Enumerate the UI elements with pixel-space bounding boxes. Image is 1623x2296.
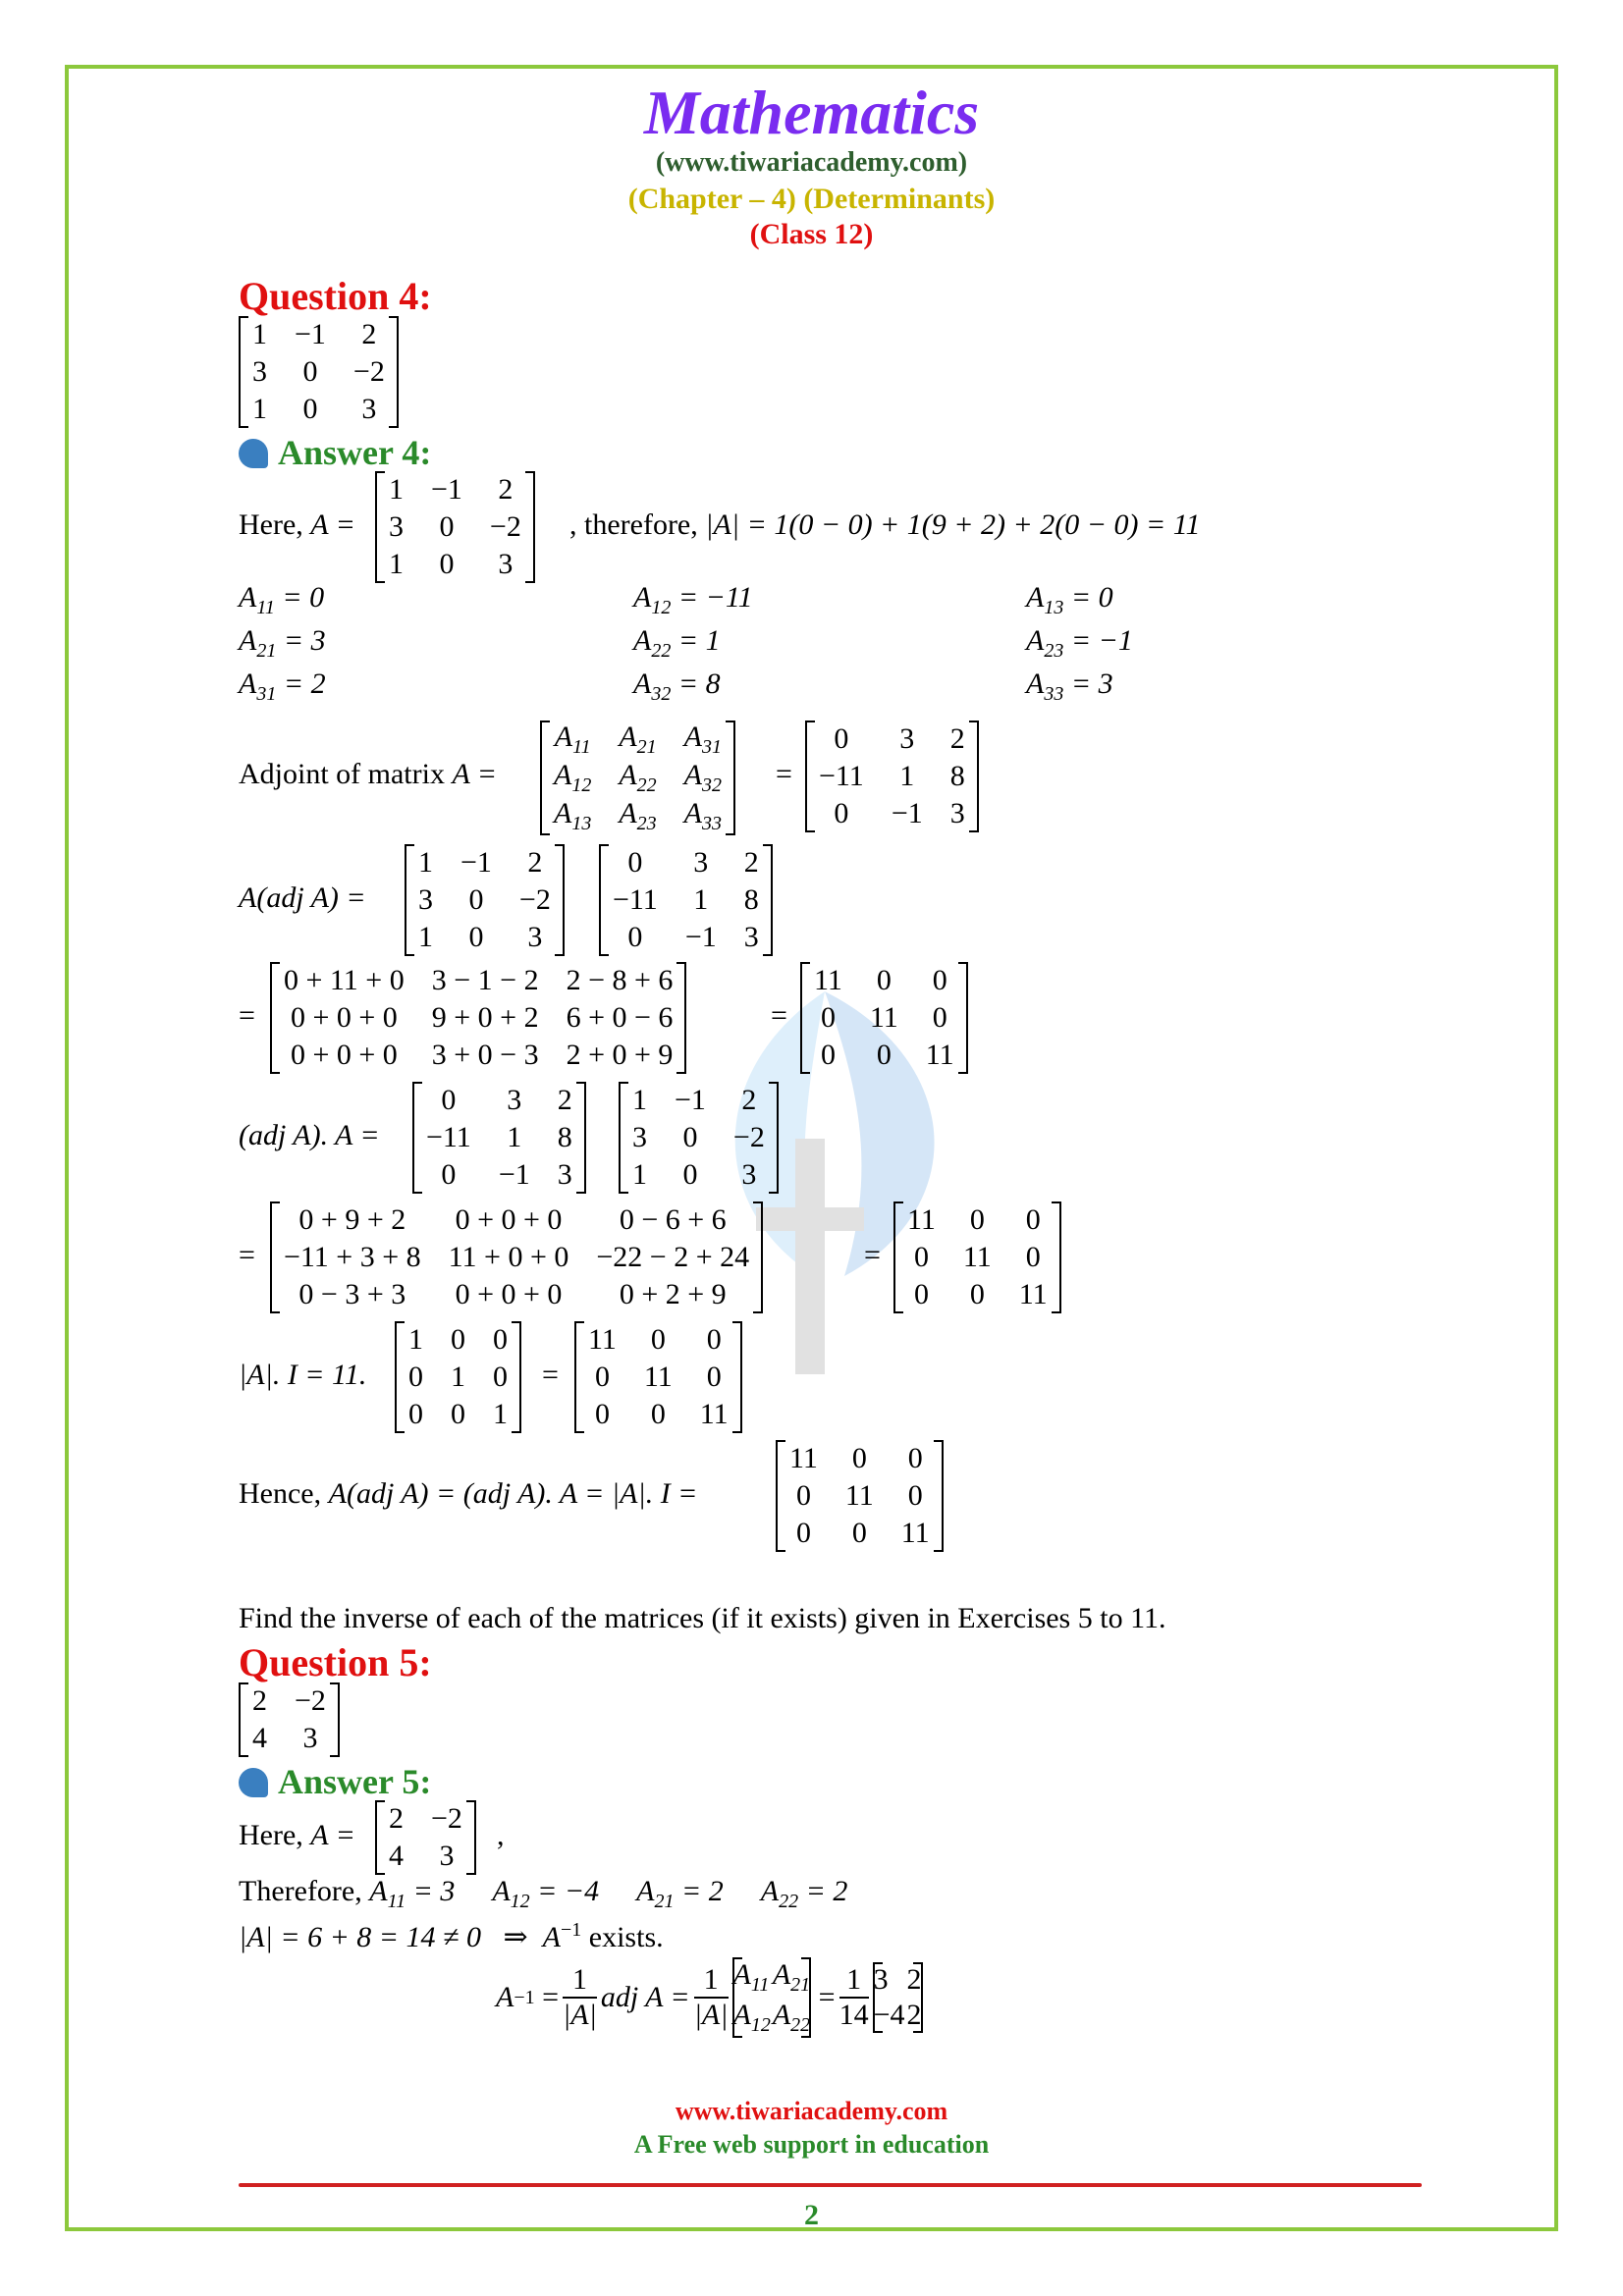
matrix-cell: 3 xyxy=(557,1158,572,1191)
matrix-cell: 3 xyxy=(527,921,543,953)
matrix-cell: 2 xyxy=(906,1963,922,1996)
matrix-cell: 9 + 0 + 2 xyxy=(431,1001,539,1034)
matrix-cell: 3 − 1 − 2 xyxy=(431,964,539,996)
cofactor-value: $A_{12} = -11$ xyxy=(633,581,753,618)
matrix-cell: $A_{22}$ xyxy=(772,1999,811,2036)
inverse-formula: A −1 = $\frac{1}{|A|}$ adj A = $\frac{1}{|A|}$ $A_{11}$ $A_{21}$ $A_{12}$ $A_{22}$ = $\frac{1}{14}$ 3 2 −4 2 xyxy=(496,1958,922,2036)
matrix-cell: −1 xyxy=(891,797,923,829)
exercise-intro: Find the inverse of each of the matrices (if it exists) given in Exercises 5 to 11. xyxy=(239,1602,1166,1634)
matrix-cell: 11 xyxy=(907,1203,936,1236)
matrix-cell: 0 xyxy=(913,1278,929,1310)
matrix-cell: $A_{12}$ xyxy=(732,1999,771,2036)
header-site[interactable]: (www.tiwariacademy.com) xyxy=(655,147,968,178)
A-matrix-right xyxy=(619,1082,779,1194)
matrix-cell: $A_{12}$ xyxy=(554,759,592,796)
matrix-cell: 11 xyxy=(643,1361,673,1393)
matrix-cell: 0 + 0 + 0 xyxy=(290,1001,398,1034)
determinant-line: , therefore, |A| = 1(0 − 0) + 1(9 + 2) + 2(0 − 0) = 11 xyxy=(569,508,1201,541)
cofactor-value: $A_{12} = -4$ xyxy=(492,1875,600,1912)
matrix-cell: 3 xyxy=(743,921,759,953)
answer-4-matrix-A xyxy=(375,471,535,583)
answer-4-heading: Answer 4: xyxy=(239,432,431,473)
comma: , xyxy=(497,1819,505,1851)
matrix-cell: 4 xyxy=(252,1722,267,1754)
question-5-matrix xyxy=(239,1682,340,1757)
matrix-cell: 1 xyxy=(493,1398,508,1430)
matrix-cell: 0 xyxy=(627,921,643,953)
footer-tagline: A Free web support in education xyxy=(633,2130,990,2159)
matrix-cell: 0 xyxy=(451,1323,465,1356)
matrix-cell: 0 xyxy=(706,1361,722,1393)
matrix-cell: 11 xyxy=(789,1442,818,1474)
matrix-cell: −22 − 2 + 24 xyxy=(596,1241,750,1273)
matrix-cell: 3 xyxy=(507,1084,522,1116)
matrix-cell: 0 + 0 + 0 xyxy=(455,1203,563,1236)
matrix-cell: 0 xyxy=(682,1158,698,1191)
answer-4-here: Here, A = xyxy=(239,508,355,541)
matrix-cell: 0 xyxy=(795,1517,811,1549)
matrix-cell: 11 xyxy=(925,1039,954,1071)
matrix-cell: 0 xyxy=(439,548,455,580)
page-title: Mathematics xyxy=(643,78,980,147)
matrix-cell: $A_{11}$ xyxy=(554,721,591,758)
answer-pen-icon xyxy=(239,439,268,468)
matrix-cell: 0 − 6 + 6 xyxy=(619,1203,727,1236)
question-4-heading: Question 4: xyxy=(239,274,432,318)
cofactor-value: $A_{11} = 0$ xyxy=(239,581,325,618)
inverse-symbolic-matrix xyxy=(732,1957,812,2038)
matrix-cell: 2 xyxy=(361,318,377,350)
detI-result xyxy=(574,1321,742,1433)
matrix-cell: $A_{23}$ xyxy=(619,797,657,834)
matrix-cell: 0 xyxy=(451,1398,465,1430)
matrix-cell: 0 xyxy=(907,1479,923,1512)
adjoint-symbolic-matrix xyxy=(540,721,735,835)
matrix-cell: 8 xyxy=(557,1121,572,1153)
adj-matrix-left xyxy=(412,1082,586,1194)
matrix-cell: −1 xyxy=(295,318,326,350)
matrix-cell: 0 xyxy=(441,1084,457,1116)
matrix-cell: 0 xyxy=(594,1398,610,1430)
matrix-cell: 0 xyxy=(851,1442,867,1474)
equals-sign: = xyxy=(864,1239,881,1271)
matrix-cell: 0 xyxy=(876,1039,892,1071)
matrix-cell: 0 xyxy=(969,1278,985,1310)
matrix-cell: 11 xyxy=(869,1001,898,1034)
matrix-cell: 1 xyxy=(418,921,433,953)
cofactor-value: $A_{21} = 2$ xyxy=(636,1875,724,1912)
matrix-cell: 3 xyxy=(741,1158,757,1191)
matrix-cell: 3 + 0 − 3 xyxy=(431,1039,539,1071)
matrix-cell: 0 xyxy=(851,1517,867,1549)
matrix-cell: 3 xyxy=(693,846,709,879)
matrix-cell: 3 xyxy=(498,548,514,580)
identity-matrix xyxy=(395,1321,521,1433)
matrix-cell: 11 xyxy=(814,964,842,996)
cofactor-value: $A_{22} = 2$ xyxy=(760,1875,848,1912)
matrix-cell: 0 + 9 + 2 xyxy=(298,1203,406,1236)
matrix-cell: 0 + 0 + 0 xyxy=(455,1278,563,1310)
inverse-result-matrix xyxy=(873,1962,923,2033)
cofactor-value: $A_{33} = 3$ xyxy=(1026,667,1113,705)
matrix-cell: 2 + 0 + 9 xyxy=(566,1039,674,1071)
matrix-cell: 0 xyxy=(441,1158,457,1191)
matrix-cell: −11 xyxy=(426,1121,471,1153)
matrix-cell: −2 xyxy=(431,1802,462,1835)
matrix-cell: 0 + 0 + 0 xyxy=(290,1039,398,1071)
matrix-cell: 3 xyxy=(389,510,404,543)
adjoint-label: Adjoint of matrix A = xyxy=(239,758,498,790)
footer-divider xyxy=(239,2183,1422,2187)
matrix-cell: 0 xyxy=(932,964,947,996)
matrix-cell: 2 xyxy=(498,473,514,506)
question-5-heading: Question 5: xyxy=(239,1640,432,1684)
matrix-cell: 0 xyxy=(1025,1241,1041,1273)
matrix-cell: −2 xyxy=(352,355,385,388)
matrix-cell: 1 xyxy=(693,883,709,916)
page-number: 2 xyxy=(804,2199,819,2231)
equals-sign: = xyxy=(239,1239,255,1271)
answer-5-matrix-A xyxy=(375,1800,476,1875)
matrix-cell: −4 xyxy=(873,1999,905,2031)
matrix-cell: 0 xyxy=(650,1398,666,1430)
matrix-cell: $A_{13}$ xyxy=(554,797,592,834)
matrix-cell: 1 xyxy=(252,318,267,350)
matrix-cell: 3 xyxy=(302,1722,318,1754)
matrix-cell: 2 xyxy=(527,846,543,879)
matrix-cell: 0 xyxy=(650,1323,666,1356)
matrix-cell: 4 xyxy=(389,1840,404,1872)
matrix-cell: 0 xyxy=(932,1001,947,1034)
matrix-cell: 0 xyxy=(834,797,849,829)
matrix-cell: −1 xyxy=(684,921,717,953)
answer-5-determinant: |A| = 6 + 8 = 14 ≠ 0 ⇒ $A^{-1}$ exists. xyxy=(239,1919,664,1953)
matrix-cell: $A_{22}$ xyxy=(619,759,657,796)
cofactor-value: $A_{21} = 3$ xyxy=(239,624,326,662)
matrix-cell: −11 + 3 + 8 xyxy=(284,1241,421,1273)
matrix-cell: 0 xyxy=(820,1039,836,1071)
matrix-cell: 11 xyxy=(962,1241,992,1273)
cofactor-value: $A_{11} = 3$ xyxy=(369,1875,456,1912)
matrix-cell: 0 xyxy=(439,510,455,543)
matrix-cell: 2 xyxy=(557,1084,572,1116)
matrix-cell: 3 xyxy=(873,1963,889,1996)
matrix-cell: 3 xyxy=(439,1840,455,1872)
matrix-cell: 0 xyxy=(820,1001,836,1034)
matrix-cell: 0 − 3 + 3 xyxy=(298,1278,406,1310)
matrix-cell: 8 xyxy=(949,760,965,792)
matrix-cell: 0 xyxy=(795,1479,811,1512)
matrix-cell: 8 xyxy=(743,883,759,916)
matrix-cell: 0 xyxy=(302,355,318,388)
matrix-cell: −11 xyxy=(613,883,658,916)
matrix-cell: −2 xyxy=(732,1121,765,1153)
matrix-cell: 0 xyxy=(969,1203,985,1236)
matrix-cell: 3 xyxy=(418,883,433,916)
matrix-cell: 0 xyxy=(468,921,484,953)
matrix-cell: 0 xyxy=(907,1442,923,1474)
matrix-cell: 2 xyxy=(949,722,965,755)
answer-5-here: Here, A = xyxy=(239,1819,355,1851)
cofactor-value: $A_{13} = 0$ xyxy=(1026,581,1113,618)
matrix-cell: 0 xyxy=(408,1361,423,1393)
adjA-A-label: (adj A). A = xyxy=(239,1119,380,1151)
matrix-cell: 0 xyxy=(493,1323,508,1356)
matrix-cell: −11 xyxy=(819,760,864,792)
answer-5-heading: Answer 5: xyxy=(239,1761,431,1802)
chapter-label: (Chapter – 4) (Determinants) xyxy=(627,183,996,215)
matrix-cell: 3 xyxy=(632,1121,647,1153)
matrix-cell: −2 xyxy=(518,883,551,916)
matrix-cell: 0 xyxy=(493,1361,508,1393)
matrix-cell: 2 − 8 + 6 xyxy=(566,964,674,996)
product-2-result xyxy=(893,1201,1061,1313)
matrix-cell: 1 xyxy=(252,393,267,425)
matrix-cell: 11 xyxy=(1018,1278,1048,1310)
product-2-expanded xyxy=(270,1201,763,1313)
matrix-cell: $A_{31}$ xyxy=(683,721,722,758)
matrix-cell: 1 xyxy=(507,1121,522,1153)
adj-matrix-right xyxy=(599,844,773,956)
matrix-cell: 1 xyxy=(451,1361,465,1393)
hence-result xyxy=(776,1440,944,1552)
product-1-expanded xyxy=(270,962,686,1074)
matrix-cell: 2 xyxy=(741,1084,757,1116)
hence-line: Hence, A(adj A) = (adj A). A = |A|. I = xyxy=(239,1477,698,1510)
matrix-cell: 6 + 0 − 6 xyxy=(566,1001,674,1034)
matrix-cell: 1 xyxy=(418,846,433,879)
matrix-cell: 2 xyxy=(743,846,759,879)
matrix-cell: 2 xyxy=(389,1802,404,1835)
matrix-cell: −2 xyxy=(295,1684,326,1717)
equals-sign: = xyxy=(239,999,255,1032)
product-1-result xyxy=(800,962,968,1074)
question-4-matrix xyxy=(239,316,399,428)
detI-label: |A|. I = 11. xyxy=(239,1359,367,1391)
matrix-cell: 0 xyxy=(913,1241,929,1273)
matrix-cell: 0 xyxy=(682,1121,698,1153)
matrix-cell: $A_{33}$ xyxy=(683,797,722,834)
matrix-cell: 3 xyxy=(899,722,915,755)
matrix-cell: −1 xyxy=(498,1158,530,1191)
equals-sign: = xyxy=(542,1359,559,1391)
matrix-cell: 0 xyxy=(594,1361,610,1393)
answer-5-cofactors: Therefore, $A_{11} = 3$ $A_{12} = -4$ $A_{21} = 2$ $A_{22} = 2$ xyxy=(239,1875,848,1912)
equals-sign: = xyxy=(776,758,792,790)
matrix-cell: 0 xyxy=(302,393,318,425)
matrix-cell: 0 xyxy=(876,964,892,996)
matrix-cell: 3 xyxy=(361,393,377,425)
matrix-cell: 11 xyxy=(699,1398,729,1430)
cofactor-value: $A_{22} = 1$ xyxy=(633,624,721,662)
matrix-cell: $A_{32}$ xyxy=(683,759,722,796)
matrix-cell: 0 xyxy=(1025,1203,1041,1236)
matrix-cell: $A_{11}$ xyxy=(732,1958,770,1996)
matrix-cell: −1 xyxy=(431,473,462,506)
matrix-cell: 3 xyxy=(949,797,965,829)
matrix-cell: 11 + 0 + 0 xyxy=(448,1241,569,1273)
matrix-cell: $A_{21}$ xyxy=(772,1958,811,1996)
matrix-cell: 0 xyxy=(408,1398,423,1430)
matrix-cell: 2 xyxy=(252,1684,267,1717)
matrix-cell: 0 xyxy=(834,722,849,755)
matrix-cell: $A_{21}$ xyxy=(619,721,657,758)
matrix-cell: 1 xyxy=(632,1158,647,1191)
matrix-cell: 0 xyxy=(627,846,643,879)
matrix-cell: 1 xyxy=(632,1084,647,1116)
footer-site-link[interactable]: www.tiwariacademy.com xyxy=(675,2097,948,2125)
matrix-cell: 3 xyxy=(252,355,267,388)
matrix-cell: 0 + 11 + 0 xyxy=(284,964,405,996)
matrix-cell: 11 xyxy=(588,1323,617,1356)
matrix-cell: 1 xyxy=(899,760,915,792)
A-adjA-label: A(adj A) = xyxy=(239,881,366,914)
adjoint-matrix xyxy=(805,721,979,832)
matrix-cell: 2 xyxy=(906,1999,922,2031)
matrix-cell: 0 xyxy=(706,1323,722,1356)
matrix-cell: 11 xyxy=(844,1479,874,1512)
matrix-cell: 1 xyxy=(408,1323,423,1356)
matrix-cell: −1 xyxy=(460,846,492,879)
equals-sign: = xyxy=(771,999,787,1032)
cofactor-value: $A_{23} = -1$ xyxy=(1026,624,1133,662)
A-matrix-left xyxy=(405,844,565,956)
class-label: (Class 12) xyxy=(749,218,874,250)
matrix-cell: −1 xyxy=(675,1084,706,1116)
matrix-cell: 0 + 2 + 9 xyxy=(619,1278,727,1310)
matrix-cell: 0 xyxy=(468,883,484,916)
cofactor-value: $A_{32} = 8$ xyxy=(633,667,721,705)
cofactor-value: $A_{31} = 2$ xyxy=(239,667,326,705)
matrix-cell: 11 xyxy=(900,1517,930,1549)
answer-pen-icon xyxy=(239,1768,268,1797)
matrix-cell: −2 xyxy=(489,510,521,543)
matrix-cell: 1 xyxy=(389,473,404,506)
matrix-cell: 1 xyxy=(389,548,404,580)
